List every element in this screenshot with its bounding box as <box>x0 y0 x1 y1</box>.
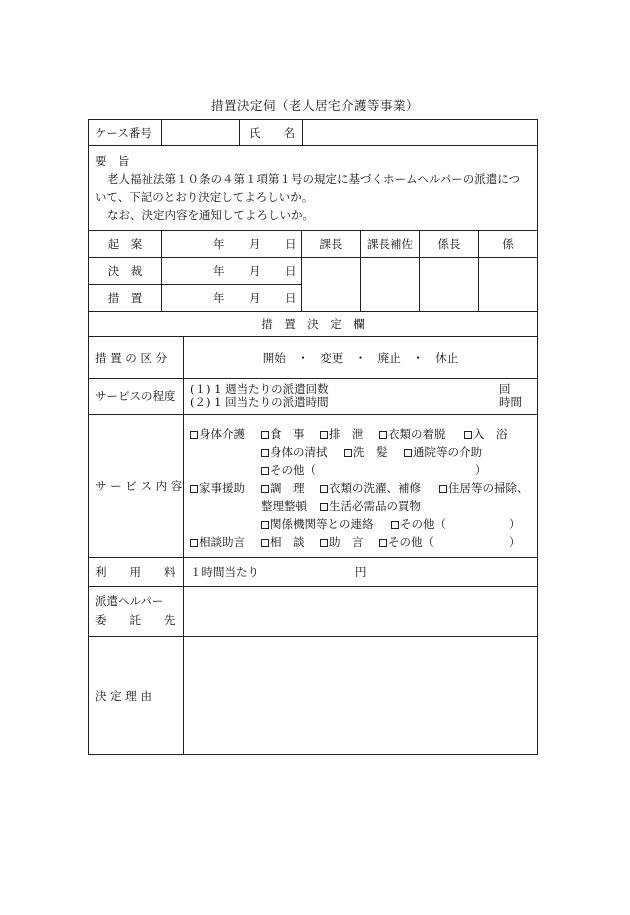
stamp-header-unit-chief: 係長 <box>437 237 461 251</box>
reason-value[interactable] <box>189 644 529 744</box>
housework-other-checkbox[interactable] <box>391 517 446 531</box>
service-level-unit-1: 回 <box>499 382 511 396</box>
rule-approve-2 <box>89 284 301 285</box>
consult-other-checkbox[interactable] <box>379 535 434 549</box>
vrule-case2 <box>239 120 240 145</box>
laundry-checkbox[interactable] <box>320 481 421 495</box>
cooking-label: 調 理 <box>270 481 305 495</box>
consultation-checkbox[interactable] <box>261 535 305 549</box>
stamp-header-section-chief: 課長 <box>319 237 343 251</box>
consult-other-label: その他（ <box>388 535 434 549</box>
rule-fee <box>89 586 537 587</box>
checkbox-icon <box>320 539 328 547</box>
body-care-other-label: その他（ <box>270 463 316 477</box>
summary-label: 要 旨 <box>95 154 130 168</box>
wiping-label: 身体の清拭 <box>270 445 328 459</box>
housework-other-close: ） <box>509 517 521 531</box>
fee-label: 利 用 料 <box>95 565 176 579</box>
rule-section <box>89 336 537 337</box>
body-care-checkbox[interactable] <box>190 427 245 441</box>
approve-row-draft-day: 日 <box>285 237 297 251</box>
consultation-label: 相 談 <box>270 535 305 549</box>
consult-other-close: ） <box>509 535 521 549</box>
cleaning-checkbox[interactable] <box>439 481 529 495</box>
summary-line-1: 老人福祉法第１０条の４第１項第１号の規定に基づくホームヘルパーの派遣につ <box>107 172 520 186</box>
meal-checkbox[interactable] <box>261 427 305 441</box>
vrule-name <box>302 120 303 145</box>
decision-form <box>88 119 538 755</box>
housework-other-label: その他（ <box>400 517 446 531</box>
fee-per-hour: １時間当たり <box>190 565 259 579</box>
hospital-assist-checkbox[interactable] <box>404 445 482 459</box>
approve-row-decision-year: 年 <box>213 264 225 278</box>
form-title: 措置決定伺（老人居宅介護等事業） <box>210 98 419 113</box>
summary-line-2: いて、下記のとおり決定してよろしいか。 <box>95 190 314 204</box>
approve-row-draft-label: 起 案 <box>107 237 143 251</box>
housework-checkbox[interactable] <box>190 481 245 495</box>
checkbox-icon <box>261 485 269 493</box>
excretion-checkbox[interactable] <box>320 427 364 441</box>
checkbox-icon <box>261 449 269 457</box>
approve-row-decision-day: 日 <box>285 264 297 278</box>
rule-level <box>89 414 537 415</box>
liaison-checkbox[interactable] <box>261 517 374 531</box>
decision-section-title: 措 置 決 定 欄 <box>261 317 365 331</box>
bathing-label: 入 浴 <box>473 427 508 441</box>
checkbox-icon <box>320 431 328 439</box>
housework-label: 家事援助 <box>199 481 245 495</box>
hair-wash-checkbox[interactable] <box>344 445 388 459</box>
dressing-label: 衣類の着脱 <box>388 427 446 441</box>
service-level-line-2: (２) 1 回当たりの派遣時間 <box>190 395 329 409</box>
category-label: 措 置 の 区 分 <box>95 351 168 365</box>
stamp-header-deputy-chief: 課長補佐 <box>367 237 413 251</box>
fee-unit: 円 <box>355 565 367 579</box>
bathing-checkbox[interactable] <box>464 427 508 441</box>
checkbox-icon <box>190 431 198 439</box>
reason-label: 決 定 理 由 <box>95 689 152 703</box>
checkbox-icon <box>261 431 269 439</box>
service-level-unit-2: 時間 <box>499 395 522 409</box>
checkbox-icon <box>320 503 328 511</box>
dressing-checkbox[interactable] <box>379 427 446 441</box>
body-care-other-checkbox[interactable] <box>261 463 316 477</box>
service-level-line-1: (１) 1 週当たりの派遣回数 <box>190 382 329 396</box>
advice-checkbox[interactable] <box>320 535 364 549</box>
checkbox-icon <box>344 449 352 457</box>
cooking-checkbox[interactable] <box>261 481 305 495</box>
hospital-assist-label: 通院等の介助 <box>413 445 482 459</box>
rule-summary <box>89 230 537 231</box>
liaison-label: 関係機関等との連絡 <box>270 517 374 531</box>
laundry-label: 衣類の洗濯、補修 <box>329 481 421 495</box>
consult-checkbox[interactable] <box>190 535 245 549</box>
rule-dispatch <box>89 636 537 637</box>
stamp-header-staff: 係 <box>502 237 514 251</box>
approve-row-measure-month: 月 <box>249 291 261 305</box>
hair-wash-label: 洗 髪 <box>353 445 388 459</box>
dispatch-label-1: 派遣ヘルパー <box>95 594 164 608</box>
vrule-case <box>161 120 162 145</box>
rule-header <box>89 145 537 146</box>
body-care-other-close: ） <box>475 463 487 477</box>
cleaning-label: 住居等の掃除、 <box>448 481 529 495</box>
approve-row-measure-year: 年 <box>213 291 225 305</box>
approve-row-draft-year: 年 <box>213 237 225 251</box>
approve-row-decision-month: 月 <box>249 264 261 278</box>
approve-row-decision-label: 決 裁 <box>107 264 143 278</box>
rule-approve-1 <box>89 257 537 258</box>
approve-row-draft-month: 月 <box>249 237 261 251</box>
case-number-label: ケース番号 <box>95 126 152 140</box>
checkbox-icon <box>320 485 328 493</box>
wiping-checkbox[interactable] <box>261 445 328 459</box>
shopping-checkbox[interactable] <box>320 499 421 513</box>
service-level-label: サービスの程度 <box>95 389 176 403</box>
checkbox-icon <box>261 539 269 547</box>
consult-label: 相談助言 <box>199 535 245 549</box>
service-content-label: サ ー ビ ス 内 容 <box>95 479 183 493</box>
checkbox-icon <box>190 485 198 493</box>
advice-label: 助 言 <box>329 535 364 549</box>
category-options[interactable]: 開始 ・ 変更 ・ 廃止 ・ 休止 <box>262 351 459 365</box>
rule-content <box>89 557 537 558</box>
checkbox-icon <box>404 449 412 457</box>
checkbox-icon <box>379 539 387 547</box>
dispatch-label-2: 委 託 先 <box>95 613 176 627</box>
approve-row-measure-label: 措 置 <box>107 291 143 305</box>
rule-category <box>89 378 537 379</box>
body-care-label: 身体介護 <box>199 427 245 441</box>
tidying-label: 整理整頓 <box>261 499 307 513</box>
checkbox-icon <box>439 485 447 493</box>
checkbox-icon <box>261 521 269 529</box>
approve-row-measure-day: 日 <box>285 291 297 305</box>
summary-line-3: なお、決定内容を通知してよろしいか。 <box>107 208 314 222</box>
checkbox-icon <box>379 431 387 439</box>
meal-label: 食 事 <box>270 427 305 441</box>
name-label: 氏 名 <box>249 126 295 140</box>
checkbox-icon <box>464 431 472 439</box>
vrule-approve-label <box>161 230 162 311</box>
rule-approve-3 <box>89 311 537 312</box>
checkbox-icon <box>190 539 198 547</box>
checkbox-icon <box>391 521 399 529</box>
shopping-label: 生活必需品の買物 <box>329 499 421 513</box>
excretion-label: 排 泄 <box>329 427 364 441</box>
checkbox-icon <box>261 467 269 475</box>
vrule-label-col <box>183 336 184 754</box>
